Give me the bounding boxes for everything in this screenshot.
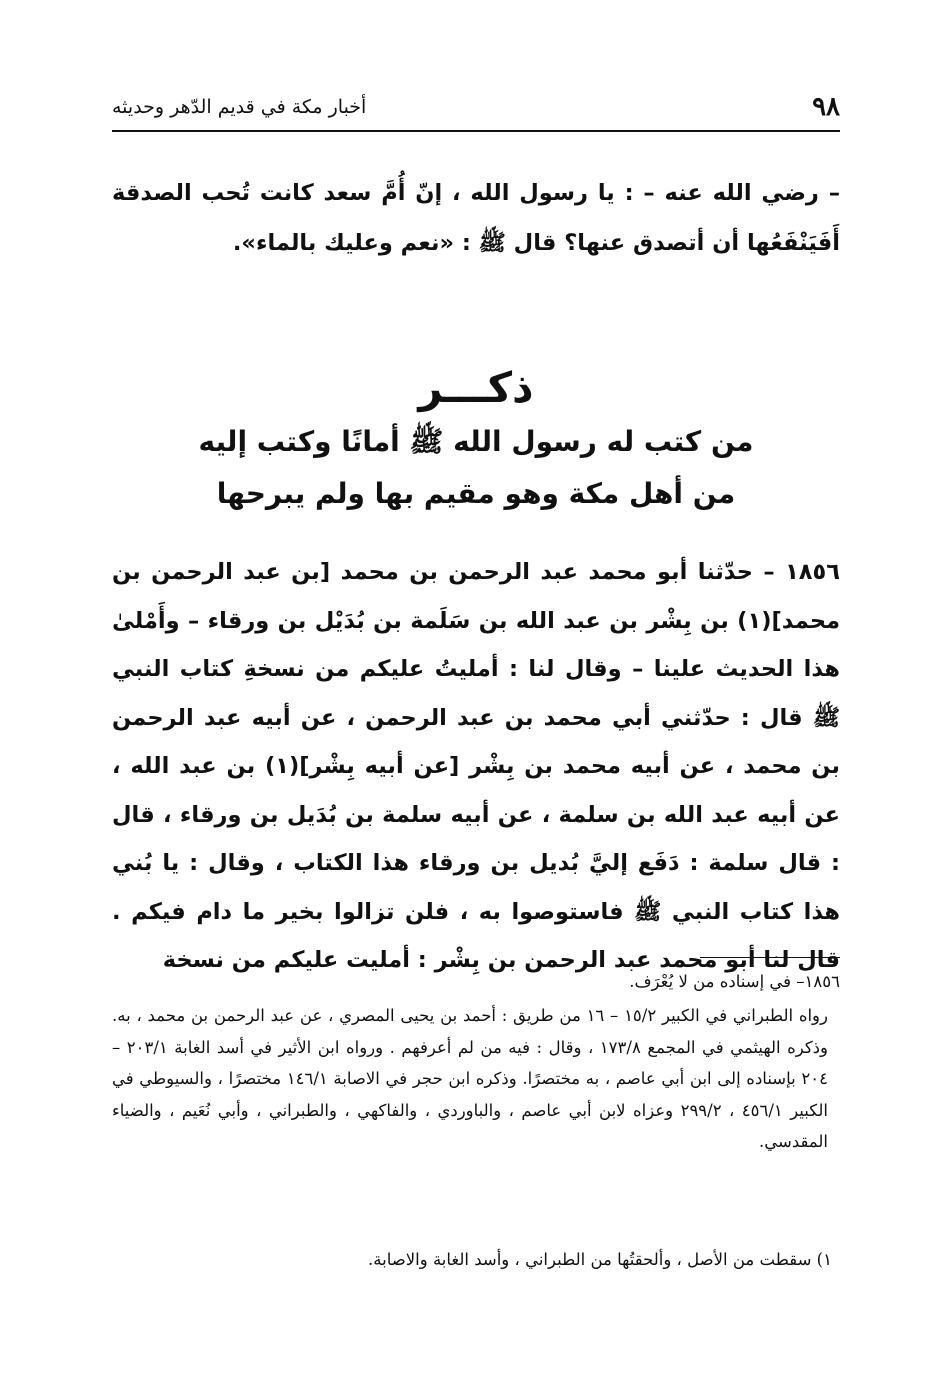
header-rule (112, 130, 840, 132)
footnote-heading: ١٨٥٦– في إسناده من لا يُعْرَف. (629, 972, 840, 991)
footnote-body: رواه الطبراني في الكبير ١٥/٢ – ١٦ من طريق : أحمد بن يحيى المصري ، عن عبد الرحمن بن محمد ، به. وذكره الهيثمي في المجمع ١٧٣/٨ ، وقال : فيه من لم أعرفهم . ورواه ابن الأثير في أسد الغابة ٢٠٣/١ – ٢٠٤ بإسناده إلى ابن أبي عاصم ، به مختصرًا. وذكره ابن حجر في الاصابة ١٤٦/١ مختصرًا ، والسيوطي في الكبير ٤٥٦/١ ، ٢٩٩/٢ وعزاه لابن أبي عاصم ، والباوردي ، والفاكهي ، والطبراني ، وأبي نُعَيم ، والضياء المقدسي. (112, 1006, 828, 1151)
footnote-rule (700, 957, 840, 958)
intro-paragraph: – رضي الله عنه – : يا رسول الله ، إنّ أُمَّ سعد كانت تُحب الصدقة أَفَيَنْفَعُها أن أتصدق عنها؟ قال ﷺ : «نعم وعليك بالماء». (112, 180, 840, 256)
page-number: ٩٨ (812, 92, 840, 122)
section-dhikr: ذكـــر (418, 363, 534, 412)
section-title-line-2: من أهل مكة وهو مقيم بها ولم يبرحها (216, 477, 736, 510)
footnote-note-1: ١) سقطت من الأصل ، وألحقتُها من الطبراني ، وأسد الغابة والاصابة. (368, 1250, 832, 1269)
section-title-line-1: من كتب له رسول الله ﷺ أمانًا وكتب إليه (198, 425, 754, 458)
page-header (112, 92, 840, 126)
main-paragraph: ١٨٥٦ – حدّثنا أبو محمد عبد الرحمن بن محمد [بن عبد الرحمن بن محمد](١) بن بِشْر بن عبد الله بن سَلَمة بن بُدَيْل بن ورقاء – وأَمْلىٰ هذا الحديث علينا – وقال لنا : أمليتُ عليكم من نسخةِ كتاب النبي ﷺ قال : حدّثني أبي محمد بن عبد الرحمن ، عن أبيه عبد الرحمن بن محمد ، عن أبيه محمد بن بِشْر [عن أبيه بِشْر](١) بن عبد الله ، عن أبيه عبد الله بن سلمة ، عن أبيه سلمة بن بُدَيل بن ورقاء ، قال : قال سلمة : دَفَع إليَّ بُديل بن ورقاء هذا الكتاب ، وقال : يا بُني هذا كتاب النبي ﷺ فاستوصوا به ، فلن تزالوا بخير ما دام فيكم . قال لنا أبو محمد عبد الرحمن بن بِشْر : أمليت عليكم من نسخة (112, 559, 840, 973)
running-title: أخبار مكة في قديم الدّهر وحديثه (112, 96, 367, 118)
section-heading (112, 360, 840, 520)
